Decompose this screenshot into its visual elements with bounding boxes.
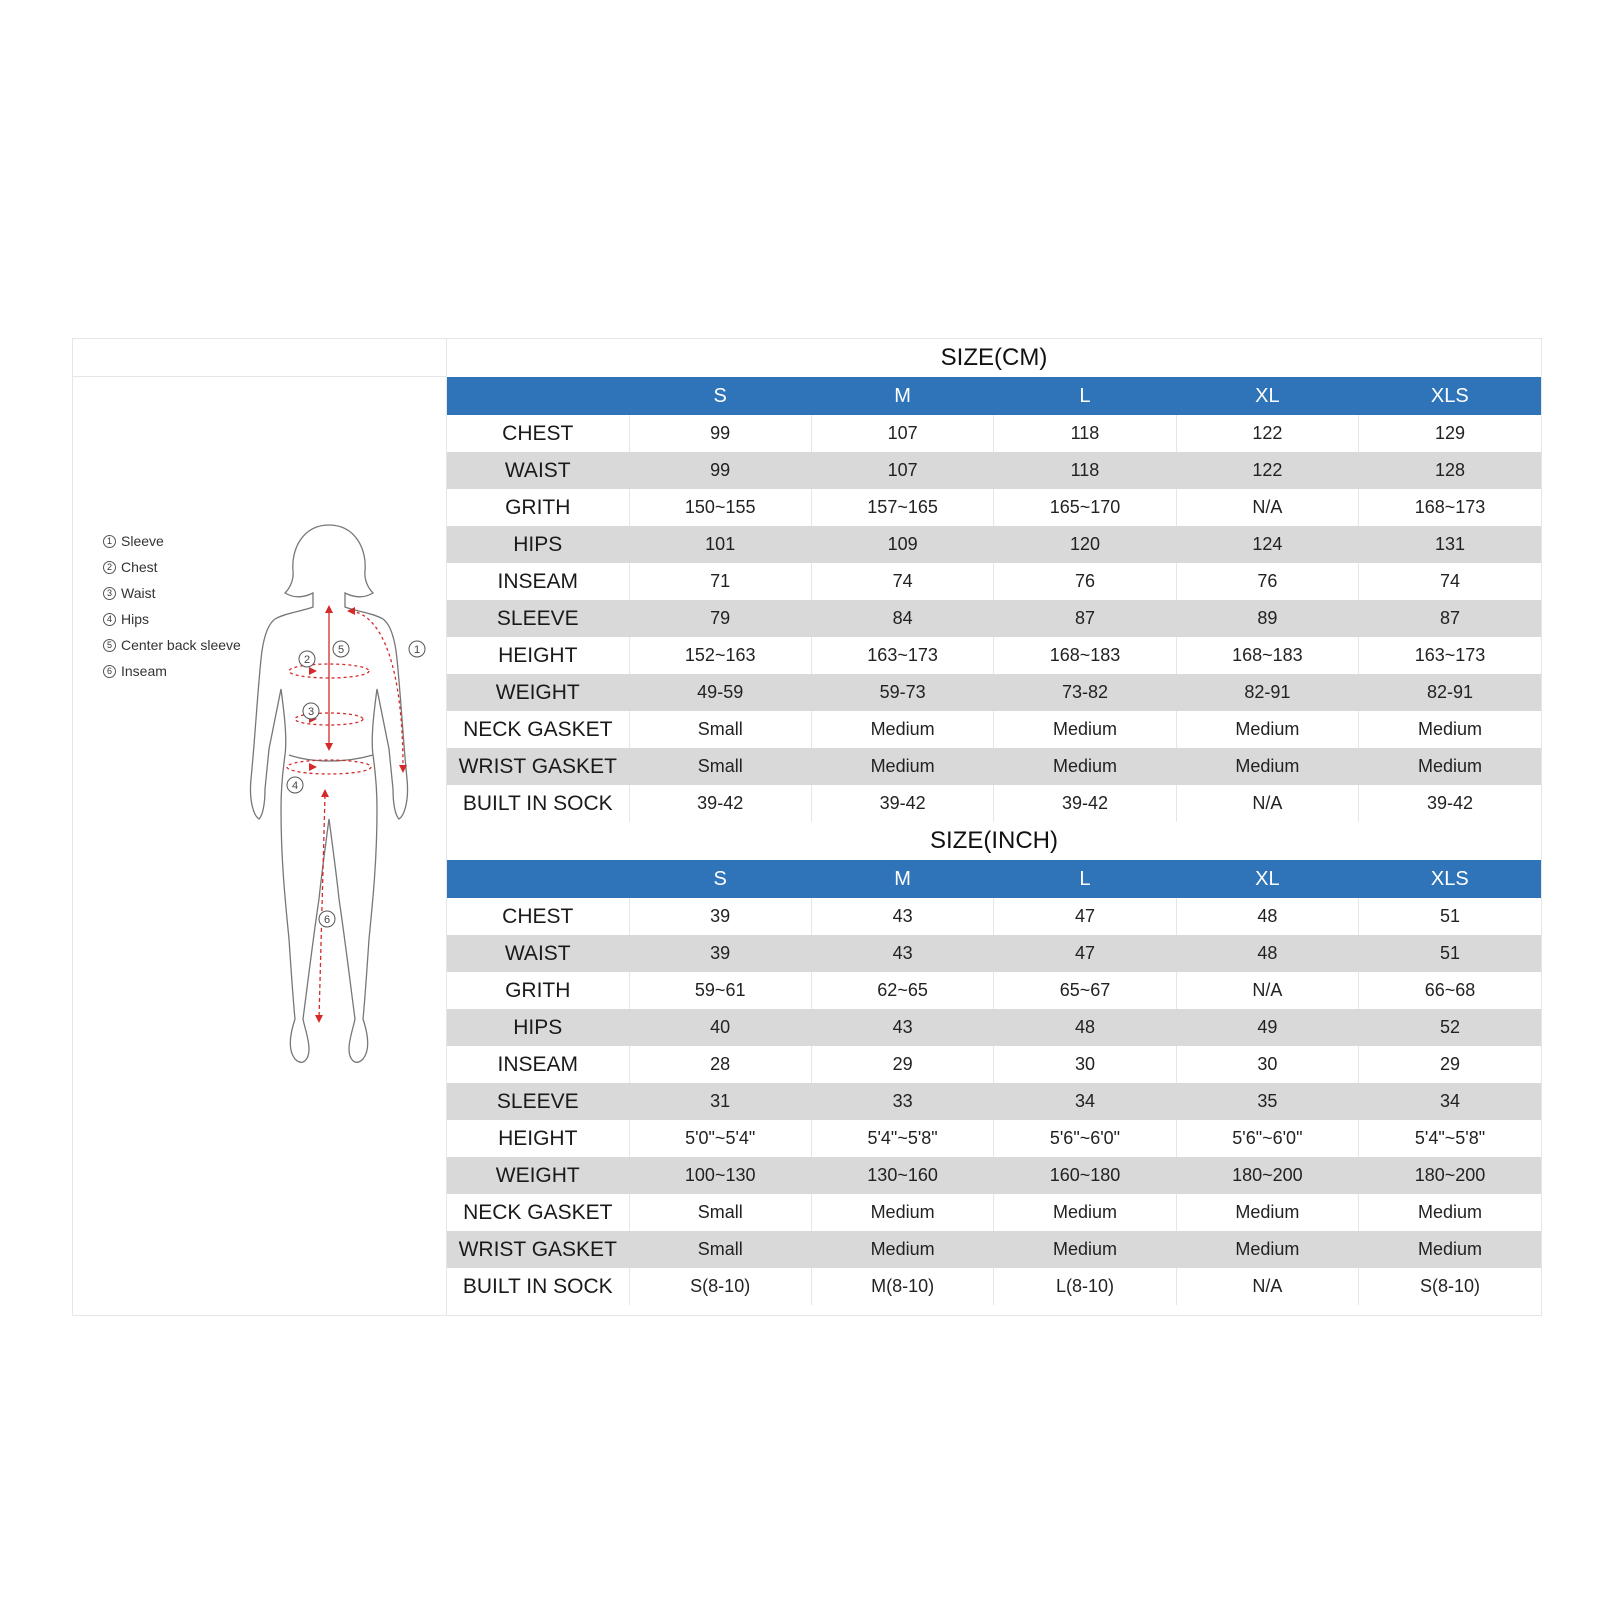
table-cell: Medium <box>1176 711 1358 748</box>
legend-label: Waist <box>121 585 156 601</box>
table-cell: 39-42 <box>994 785 1176 822</box>
row-label: WAIST <box>447 452 629 489</box>
table-cell: 5'6"~6'0" <box>1176 1120 1358 1157</box>
table-cell: 43 <box>811 898 993 935</box>
table-cell: 39 <box>629 935 811 972</box>
table-cell: 130~160 <box>811 1157 993 1194</box>
table-row <box>447 1157 1541 1194</box>
table-cell: N/A <box>1176 785 1358 822</box>
table-cell: 168~183 <box>1176 637 1358 674</box>
table-cell: 118 <box>994 452 1176 489</box>
table-cell: 73-82 <box>994 674 1176 711</box>
table-cell: 180~200 <box>1176 1157 1358 1194</box>
table-cell: Medium <box>1359 1194 1541 1231</box>
marker-5 <box>333 641 349 657</box>
row-label: INSEAM <box>447 1046 629 1083</box>
table-row <box>447 563 1541 600</box>
table-cell: N/A <box>1176 489 1358 526</box>
table-cell: 48 <box>1176 898 1358 935</box>
table-row <box>447 1046 1541 1083</box>
table-cell: 157~165 <box>811 489 993 526</box>
table-cell: 5'4"~5'8" <box>1359 1120 1541 1157</box>
table-cell: 59-73 <box>811 674 993 711</box>
column-header <box>447 860 629 898</box>
legend-label: Chest <box>121 559 158 575</box>
table-cell: 82-91 <box>1176 674 1358 711</box>
table-cell: Medium <box>1359 711 1541 748</box>
table-cell: Medium <box>811 1231 993 1268</box>
row-label: HEIGHT <box>447 637 629 674</box>
table-cell: 180~200 <box>1359 1157 1541 1194</box>
table-cell: 168~183 <box>994 637 1176 674</box>
table-cell: 30 <box>1176 1046 1358 1083</box>
table-cell: 35 <box>1176 1083 1358 1120</box>
marker-4-label: 4 <box>291 780 299 792</box>
row-label: WEIGHT <box>447 1157 629 1194</box>
column-header: L <box>994 377 1176 415</box>
table-cell: Small <box>629 711 811 748</box>
row-label: WAIST <box>447 935 629 972</box>
row-label: NECK GASKET <box>447 711 629 748</box>
table-cell: 74 <box>811 563 993 600</box>
table-cell: 165~170 <box>994 489 1176 526</box>
table-cell: Medium <box>1359 1231 1541 1268</box>
row-label: SLEEVE <box>447 1083 629 1120</box>
table-row <box>447 526 1541 563</box>
legend-number-badge: 4 <box>103 613 116 626</box>
table-cell: 150~155 <box>629 489 811 526</box>
table-cell: 31 <box>629 1083 811 1120</box>
table-row <box>447 600 1541 637</box>
table-row <box>447 452 1541 489</box>
row-label: BUILT IN SOCK <box>447 1268 629 1305</box>
size-inch-title: SIZE(INCH) <box>930 827 1058 854</box>
table-cell: 99 <box>629 415 811 452</box>
column-header: M <box>811 377 993 415</box>
measurement-arrows <box>309 605 407 1023</box>
table-cell: Small <box>629 1231 811 1268</box>
table-row <box>447 898 1541 935</box>
table-cell: 76 <box>1176 563 1358 600</box>
row-label: GRITH <box>447 489 629 526</box>
legend-item-hips <box>103 606 241 632</box>
table-cell: 66~68 <box>1359 972 1541 1009</box>
table-cell: 47 <box>994 935 1176 972</box>
table-cell: 129 <box>1359 415 1541 452</box>
legend-number-badge: 2 <box>103 561 116 574</box>
column-header: M <box>811 860 993 898</box>
marker-2 <box>299 651 315 667</box>
table-cell: 87 <box>1359 600 1541 637</box>
size-inch-table <box>447 860 1541 1305</box>
table-cell: Medium <box>1176 748 1358 785</box>
table-cell: 34 <box>994 1083 1176 1120</box>
table-cell: 48 <box>994 1009 1176 1046</box>
legend-label: Hips <box>121 611 150 627</box>
body-figure-illustration <box>233 519 433 1079</box>
table-cell: 152~163 <box>629 637 811 674</box>
table-cell: 48 <box>1176 935 1358 972</box>
legend-number-badge: 6 <box>103 665 116 678</box>
table-row <box>447 1083 1541 1120</box>
legend-label: Center back sleeve <box>121 637 241 653</box>
table-cell: Medium <box>1176 1231 1358 1268</box>
row-label: WRIST GASKET <box>447 1231 629 1268</box>
marker-1-label: 1 <box>413 644 421 656</box>
table-cell: 5'4"~5'8" <box>811 1120 993 1157</box>
table-cell: 107 <box>811 452 993 489</box>
table-cell: 163~173 <box>1359 637 1541 674</box>
marker-6 <box>319 911 335 927</box>
table-cell: 65~67 <box>994 972 1176 1009</box>
table-header-row <box>447 860 1541 898</box>
table-cell: 43 <box>811 1009 993 1046</box>
table-cell: 89 <box>1176 600 1358 637</box>
table-cell: 124 <box>1176 526 1358 563</box>
table-cell: 34 <box>1359 1083 1541 1120</box>
column-header: XLS <box>1359 377 1541 415</box>
table-row <box>447 748 1541 785</box>
marker-2-label: 2 <box>303 654 311 666</box>
column-header: S <box>629 377 811 415</box>
table-cell: 84 <box>811 600 993 637</box>
table-header-row <box>447 377 1541 415</box>
table-cell: 99 <box>629 452 811 489</box>
table-cell: 131 <box>1359 526 1541 563</box>
figure-markers <box>287 641 425 927</box>
column-header: S <box>629 860 811 898</box>
table-cell: 51 <box>1359 935 1541 972</box>
column-header: L <box>994 860 1176 898</box>
table-cell: 79 <box>629 600 811 637</box>
table-row <box>447 972 1541 1009</box>
table-cell: 107 <box>811 415 993 452</box>
table-row <box>447 489 1541 526</box>
marker-5-label: 5 <box>337 644 345 656</box>
table-cell: 160~180 <box>994 1157 1176 1194</box>
table-row <box>447 711 1541 748</box>
row-label: BUILT IN SOCK <box>447 785 629 822</box>
size-cm-title: SIZE(CM) <box>940 344 1048 371</box>
row-label: WRIST GASKET <box>447 748 629 785</box>
measurement-figure-panel <box>73 339 447 1315</box>
table-cell: 168~173 <box>1359 489 1541 526</box>
table-cell: 163~173 <box>811 637 993 674</box>
marker-6-label: 6 <box>323 914 331 926</box>
table-cell: S(8-10) <box>1359 1268 1541 1305</box>
legend-label: Inseam <box>121 663 167 679</box>
figure-panel-header <box>73 339 446 377</box>
table-row <box>447 1194 1541 1231</box>
table-cell: Medium <box>994 1194 1176 1231</box>
table-cell: Medium <box>811 711 993 748</box>
marker-3 <box>303 703 319 719</box>
measurement-guides <box>287 611 403 1019</box>
table-cell: 33 <box>811 1083 993 1120</box>
legend-number-badge: 1 <box>103 535 116 548</box>
legend-item-waist <box>103 580 241 606</box>
table-cell: Medium <box>1176 1194 1358 1231</box>
table-row <box>447 935 1541 972</box>
table-cell: Medium <box>994 711 1176 748</box>
table-cell: 47 <box>994 898 1176 935</box>
table-cell: Medium <box>811 1194 993 1231</box>
table-cell: 101 <box>629 526 811 563</box>
table-cell: S(8-10) <box>629 1268 811 1305</box>
table-cell: 49-59 <box>629 674 811 711</box>
column-header: XL <box>1176 377 1358 415</box>
table-cell: 49 <box>1176 1009 1358 1046</box>
legend-label: Sleeve <box>121 533 164 549</box>
table-cell: 87 <box>994 600 1176 637</box>
table-cell: 39-42 <box>811 785 993 822</box>
table-cell: 43 <box>811 935 993 972</box>
legend-item-center-back-sleeve <box>103 632 241 658</box>
legend-number-badge: 5 <box>103 639 116 652</box>
table-cell: 74 <box>1359 563 1541 600</box>
table-row <box>447 1009 1541 1046</box>
legend-item-inseam <box>103 658 241 684</box>
table-row <box>447 1268 1541 1305</box>
table-cell: 29 <box>811 1046 993 1083</box>
table-cell: M(8-10) <box>811 1268 993 1305</box>
table-cell: 39-42 <box>1359 785 1541 822</box>
table-cell: 52 <box>1359 1009 1541 1046</box>
table-row <box>447 1120 1541 1157</box>
table-cell: 5'0"~5'4" <box>629 1120 811 1157</box>
column-header: XL <box>1176 860 1358 898</box>
table-cell: Medium <box>994 748 1176 785</box>
marker-3-label: 3 <box>307 706 315 718</box>
row-label: WEIGHT <box>447 674 629 711</box>
row-label: NECK GASKET <box>447 1194 629 1231</box>
table-cell: 5'6"~6'0" <box>994 1120 1176 1157</box>
table-row <box>447 674 1541 711</box>
table-cell: 71 <box>629 563 811 600</box>
table-cell: 39-42 <box>629 785 811 822</box>
table-cell: Medium <box>1359 748 1541 785</box>
table-row <box>447 415 1541 452</box>
table-cell: 39 <box>629 898 811 935</box>
size-cm-table <box>447 377 1541 822</box>
table-row <box>447 1231 1541 1268</box>
size-tables <box>447 339 1541 1305</box>
table-cell: 40 <box>629 1009 811 1046</box>
table-cell: L(8-10) <box>994 1268 1176 1305</box>
row-label: HIPS <box>447 526 629 563</box>
table-cell: 100~130 <box>629 1157 811 1194</box>
table-cell: 122 <box>1176 415 1358 452</box>
legend-number-badge: 3 <box>103 587 116 600</box>
row-label: CHEST <box>447 898 629 935</box>
table-cell: 51 <box>1359 898 1541 935</box>
table-cell: Medium <box>994 1231 1176 1268</box>
table-cell: Small <box>629 748 811 785</box>
row-label: SLEEVE <box>447 600 629 637</box>
measurement-legend <box>103 528 241 684</box>
table-cell: N/A <box>1176 972 1358 1009</box>
table-cell: 30 <box>994 1046 1176 1083</box>
table-cell: 120 <box>994 526 1176 563</box>
table-cell: 122 <box>1176 452 1358 489</box>
table-row <box>447 637 1541 674</box>
table-cell: 59~61 <box>629 972 811 1009</box>
size-chart <box>72 338 1542 1316</box>
table-cell: 109 <box>811 526 993 563</box>
row-label: INSEAM <box>447 563 629 600</box>
table-cell: 62~65 <box>811 972 993 1009</box>
marker-4 <box>287 777 303 793</box>
row-label: HIPS <box>447 1009 629 1046</box>
table-cell: 82-91 <box>1359 674 1541 711</box>
table-row <box>447 785 1541 822</box>
legend-item-chest <box>103 554 241 580</box>
row-label: HEIGHT <box>447 1120 629 1157</box>
legend-item-sleeve <box>103 528 241 554</box>
table-cell: 118 <box>994 415 1176 452</box>
table-cell: 76 <box>994 563 1176 600</box>
marker-1 <box>409 641 425 657</box>
table-cell: Small <box>629 1194 811 1231</box>
table-cell: Medium <box>811 748 993 785</box>
table-cell: 128 <box>1359 452 1541 489</box>
row-label: CHEST <box>447 415 629 452</box>
column-header: XLS <box>1359 860 1541 898</box>
table-cell: 29 <box>1359 1046 1541 1083</box>
table-cell: 28 <box>629 1046 811 1083</box>
table-cell: N/A <box>1176 1268 1358 1305</box>
column-header <box>447 377 629 415</box>
row-label: GRITH <box>447 972 629 1009</box>
